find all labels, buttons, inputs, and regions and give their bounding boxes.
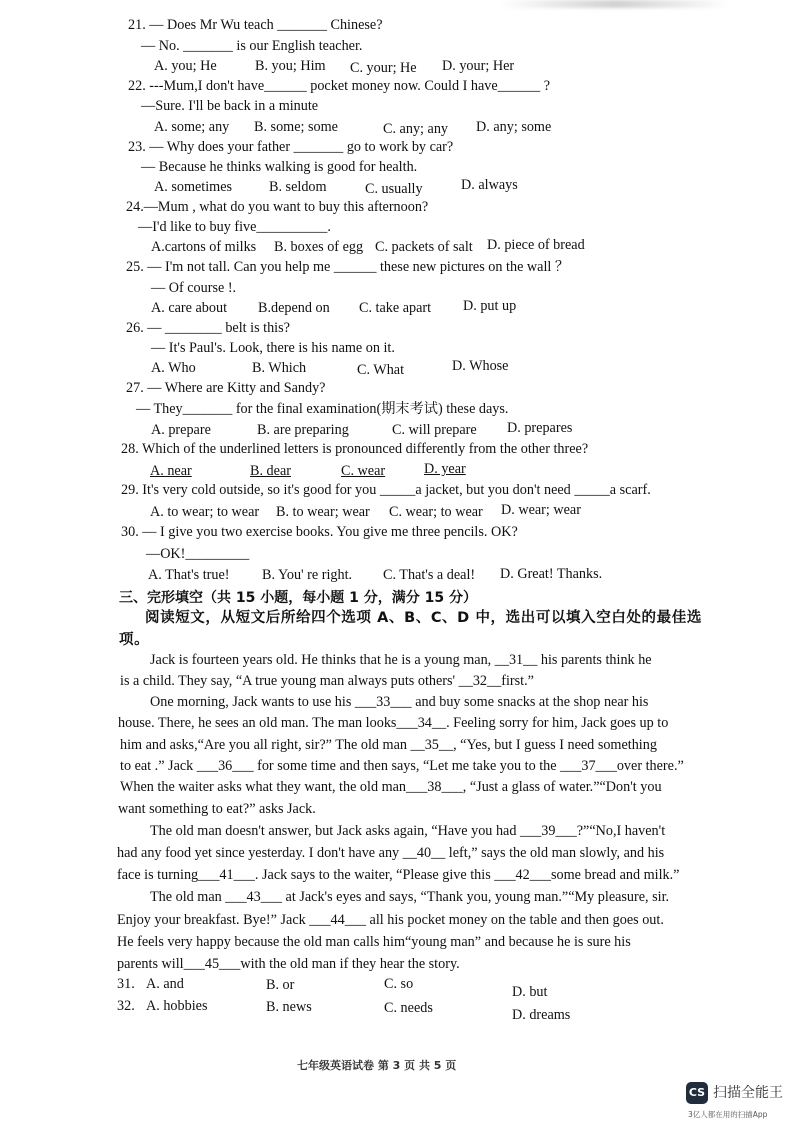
passage-line: Enjoy your breakfast. Bye!” Jack ___44___ all his pocket money on the table and then goes out. [117,912,664,928]
option-c: C. packets of salt [375,239,473,255]
question-number: 29. [121,482,139,498]
question-stem: —Mum , what do you want to buy this afternoon? [143,199,429,215]
option-c: C. wear [341,463,386,479]
option-a: A. sometimes [154,179,233,195]
page-footer: 七年级英语试卷 第 3 页 共 5 页 [297,1059,457,1072]
passage-line: face is turning___41___. Jack says to the waiter, “Please give this ___42___some bread and milk.” [117,867,680,883]
option-a: A. prepare [151,422,211,438]
option-d: D. your; Her [442,58,515,74]
question-number: 30. [121,524,139,540]
question-reply: — Of course !. [151,280,237,296]
option-b: B. news [266,999,312,1015]
option-c: C. so [384,976,414,992]
option-a: A. some; any [154,119,230,135]
question-stem: Which of the underlined letters is pronounced differently from the other three? [142,441,589,457]
section-title: 三、完形填空（共 15 小题，每小题 1 分，满分 15 分） [119,590,477,606]
passage-line: is a child. They say, “A true young man always puts others' __32__first.” [120,673,534,689]
passage-line: Jack is fourteen years old. He thinks that he is a young man, __31__ his parents think he [150,652,652,668]
question-reply: —OK!_________ [146,546,250,562]
option-b: B. some; some [254,119,338,135]
option-d: D. piece of bread [487,237,585,253]
passage-line: to eat .” Jack ___36___ for some time and then says, “Let me take you to the ___37___over there.” [120,758,684,774]
option-b: B. you; Him [255,58,326,74]
option-number: 32. [117,998,135,1014]
question-number: 24. [126,199,144,215]
option-a: A. to wear; to wear [150,504,260,520]
option-number: 31. [117,976,135,992]
option-a: A. and [146,976,184,992]
section-instruction-cont: 项。 [119,632,150,648]
option-c: C. will prepare [392,422,477,438]
question-reply: —I'd like to buy five__________. [138,219,331,235]
option-b: B. boxes of egg [274,239,364,255]
option-b: B.depend on [258,300,330,316]
scanner-watermark [686,1080,786,1120]
option-d: D. Whose [452,358,509,374]
option-b: B. You' re right. [262,567,353,583]
question-reply: — Because he thinks walking is good for health. [141,159,418,175]
question-stem: — Why does your father _______ go to work by car? [149,139,454,155]
question-number: 22. [128,78,146,94]
passage-line: He feels very happy because the old man calls him“young man” and because he is sure his [117,934,631,950]
question-reply: — No. _______ is our English teacher. [141,38,363,54]
question-stem: ---Mum,I don't have______ pocket money now. Could I have______ ? [149,78,551,94]
question-stem: It's very cold outside, so it's good for you _____a jacket, but you don't need _____a scarf. [142,482,651,498]
option-a: A. Who [151,360,196,376]
question-number: 21. [128,17,146,33]
option-c: C. usually [365,181,423,197]
option-d: D. any; some [476,119,552,135]
option-b: B. Which [252,360,307,376]
option-b: B. to wear; wear [276,504,370,520]
passage-line: house. There, he sees an old man. The man looks___34__. Feeling sorry for him, Jack goes up to [118,715,669,731]
option-b: B. are preparing [257,422,349,438]
passage-line: The old man ___43___ at Jack's eyes and says, “Thank you, young man.”“My pleasure, sir. [150,889,670,905]
watermark-subtitle: 3亿人都在用的扫描App [688,1110,768,1119]
option-b: B. seldom [269,179,327,195]
question-reply: — It's Paul's. Look, there is his name on it. [151,340,395,356]
option-d: D. put up [463,298,517,314]
option-d: D. prepares [507,420,573,436]
option-a: A. hobbies [146,998,208,1014]
passage-line: When the waiter asks what they want, the old man___38___, “Just a glass of water.”“Don't you [120,779,662,795]
question-stem: — I give you two exercise books. You give me three pencils. OK? [142,524,518,540]
option-d: D. always [461,177,518,193]
option-c: C. take apart [359,300,432,316]
passage-line: The old man doesn't answer, but Jack asks again, “Have you had ___39___?”“No,I haven't [150,823,666,839]
option-c: C. needs [384,1000,433,1016]
watermark-title: 扫描全能王 [713,1085,783,1101]
question-reply: —Sure. I'll be back in a minute [141,98,319,114]
option-b: B. or [266,977,295,993]
passage-line: parents will___45___with the old man if they hear the story. [117,956,460,972]
question-number: 23. [128,139,146,155]
option-d: D. but [512,984,548,1000]
option-a: A. care about [151,300,228,316]
camscanner-logo-icon: CS [686,1082,708,1104]
question-number: 25. [126,259,144,275]
option-a: A.cartons of milks [151,239,257,255]
question-number: 26. [126,320,144,336]
option-d: D. year [424,461,466,477]
question-number: 27. [126,380,144,396]
passage-line: him and asks,“Are you all right, sir?” The old man __35__, “Yes, but I guess I need something [120,737,657,753]
option-c: C. What [357,362,405,378]
option-a: A. you; He [154,58,217,74]
section-instruction: 阅读短文，从短文后所给四个选项 A、B、C、D 中，选出可以填入空白处的最佳选 [145,610,702,626]
passage-line: had any food yet since yesterday. I don't have any __40__ left,” says the old man slowly, and his [117,845,665,861]
passage-line: One morning, Jack wants to use his ___33___ and buy some snacks at the shop near his [150,694,649,710]
option-c: C. your; He [350,60,417,76]
question-stem: — I'm not tall. Can you help me ______ these new pictures on the wall ？ [147,259,570,275]
option-b: B. dear [250,463,291,479]
scan-smudge [500,0,730,8]
question-reply: — They_______ for the final examination(期末考试) these days. [136,401,509,417]
option-a: A. near [150,463,192,479]
option-d: D. wear; wear [501,502,581,518]
option-c: C. That's a deal! [383,567,476,583]
passage-line: want something to eat?” asks Jack. [118,801,316,817]
question-number: 28. [121,441,139,457]
option-d: D. dreams [512,1007,571,1023]
question-stem: — Does Mr Wu teach _______ Chinese? [149,17,383,33]
option-c: C. any; any [383,121,449,137]
option-d: D. Great! Thanks. [500,566,603,582]
question-stem: — ________ belt is this? [147,320,290,336]
option-a: A. That's true! [148,567,230,583]
option-c: C. wear; to wear [389,504,483,520]
question-stem: — Where are Kitty and Sandy? [147,380,326,396]
